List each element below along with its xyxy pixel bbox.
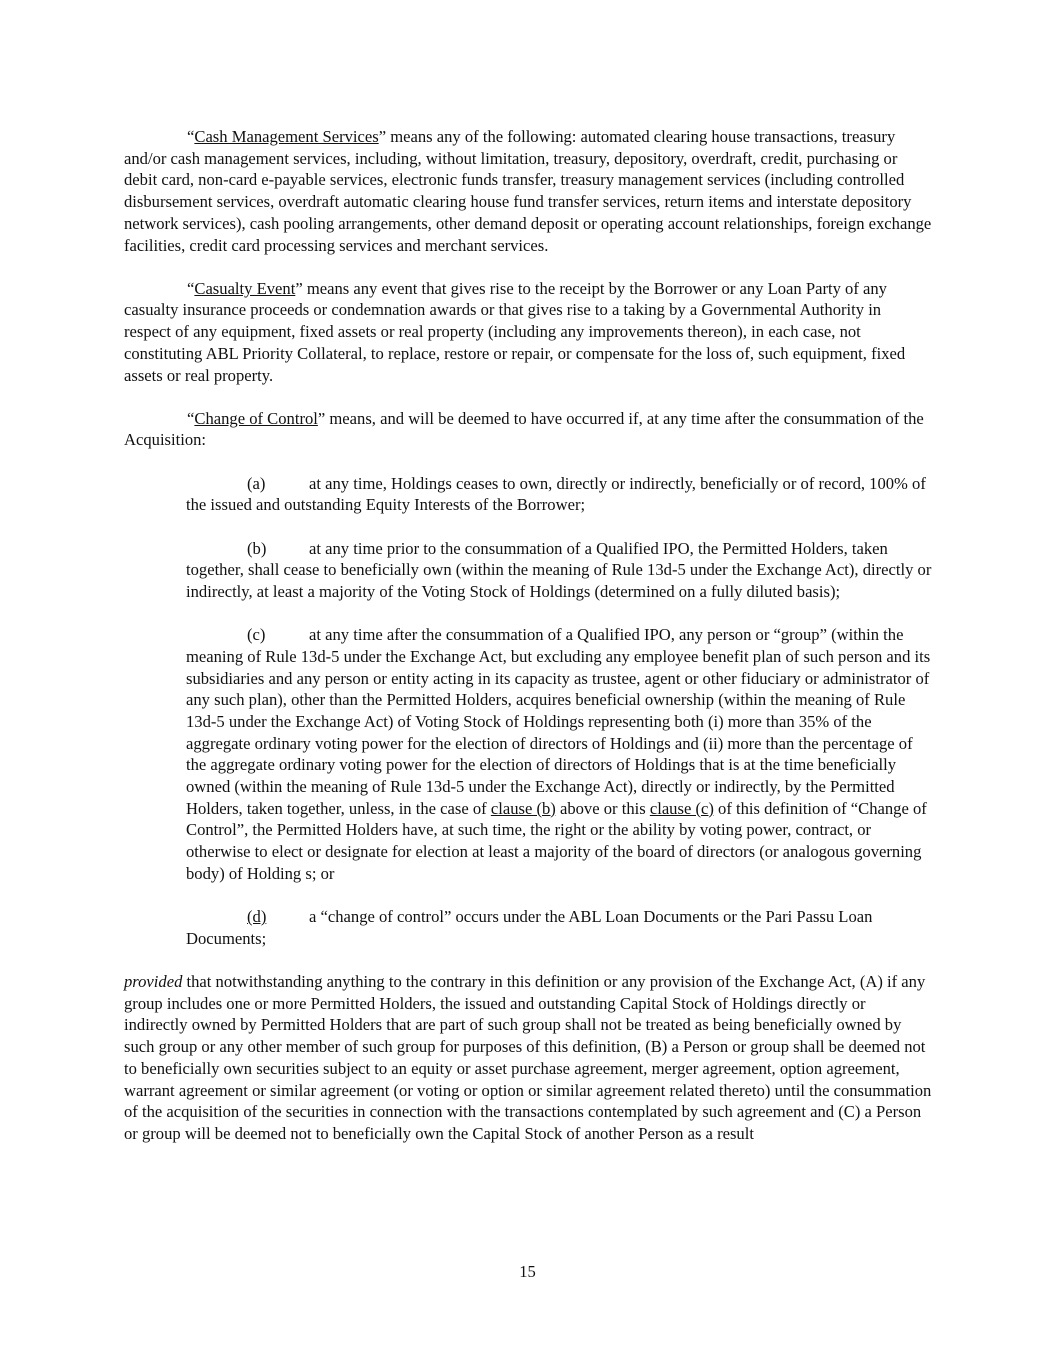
defined-term-change-of-control: Change of Control bbox=[194, 408, 318, 428]
clause-d-label: (d) bbox=[247, 907, 267, 927]
definition-casualty-event: “Casualty Event” means any event that gives rise to the receipt by the Borrower or any Loan Party of any casualty insurance proceeds or condemnation awards or that gives rise to a taking by a Governmental Authority in respect of any equipment, fixed assets or real property (including any improvements thereon), in each case, not constituting ABL Priority Collateral, to replace, restore or repair, or compensate for the loss of, such equipment, fixed assets or real property. bbox=[124, 278, 906, 385]
clause-d bbox=[186, 906, 932, 949]
document-body bbox=[124, 126, 932, 1166]
proviso-paragraph: provided that notwithstanding anything to the contrary in this definition or any provision of the Exchange Act, (A) if any group includes one or more Permitted Holders, the issued and outstanding Capital Stock of Holdings directly or indirectly owned by Permitted Holders that are part of such group shall not be treated as being beneficially owned by such group or any other member of such group for purposes of this definition, (B) a Person or group shall be deemed not to beneficially own securities subject to an equity or asset purchase agreement, merger agreement, option agreement, warrant agreement or similar agreement (or voting or option or similar agreement related thereto) until the consummation of the acquisition of the securities in connection with the transactions contemplated by such agreement and (C) a Person or group will be deemed not to beneficially own the Capital Stock of another Person as a result bbox=[124, 972, 932, 1143]
clause-a bbox=[186, 473, 932, 516]
definition-change-of-control: “Change of Control” means, and will be deemed to have occurred if, at any time after the consummation of the Acquisition: bbox=[124, 408, 924, 450]
clause-b-text: at any time prior to the consummation of a Qualified IPO, the Permitted Holders, taken together, shall cease to beneficially own (within the meaning of Rule 13d-5 under the Exchange Act), directly or indirectly, at least a majority of the Voting Stock of Holdings (determined on a fully diluted basis); bbox=[186, 538, 932, 601]
definition-cash-management-services: “Cash Management Services” means any of the following: automated clearing house transactions, treasury and/or cash management services, including, without limitation, treasury, depository, overdraft, credit, purchasing or debit card, non-card e-payable services, electronic funds transfer, treasury management services (including controlled disbursement services, overdraft automatic clearing house fund transfer services, return items and interstate depository network services), cash pooling arrangements, other demand deposit or operating account relationships, foreign exchange facilities, credit card processing services and merchant services. bbox=[124, 127, 932, 255]
clause-c-label: (c) bbox=[247, 625, 266, 645]
defined-term-casualty-event: Casualty Event bbox=[194, 278, 296, 298]
clause-a-text: at any time, Holdings ceases to own, directly or indirectly, beneficially or of record, 100% of the issued and outstanding Equity Interests of the Borrower; bbox=[186, 473, 926, 515]
cross-reference-clause-b: clause (b) bbox=[490, 798, 556, 818]
clause-b-label: (b) bbox=[247, 538, 267, 558]
clause-a-label: (a) bbox=[247, 473, 266, 493]
clause-c: (c) at any time after the consummation of a Qualified IPO, any person or “group” (within the meaning of Rule 13d-5 under the Exchange Act, but excluding any employee benefit plan of such person and its subsidiaries and any person or entity acting in its capacity as trustee, agent or other fiduciary or administrator of any such plan), other than the Permitted Holders, acquires beneficial ownership (within the meaning of Rule 13d-5 under the Exchange Act) of Voting Stock of Holdings representing both (i) more than 35% of the aggregate ordinary voting power for the election of directors of Holdings and (ii) more than the percentage of the aggregate ordinary voting power for the election of directors of Holdings that is at the time beneficially owned (within the meaning of Rule 13d-5 under the Exchange Act), directly or indirectly, by the Permitted Holders, taken together, unless, in the case of clause (b) above or this clause (c) of this definition of “Change of Control”, the Permitted Holders have, at such time, the right or the ability by voting power, contract, or otherwise to elect or designate for election at least a majority of the board of directors (or analogous governing body) of Holding s; or bbox=[186, 625, 931, 883]
proviso-lead: provided bbox=[124, 972, 183, 991]
defined-term-cash-management-services: Cash Management Services bbox=[194, 127, 379, 146]
clause-b bbox=[186, 538, 932, 603]
page-number: 15 bbox=[519, 1262, 536, 1281]
clause-d-text: a “change of control” occurs under the ABL Loan Documents or the Pari Passu Loan Documents; bbox=[186, 907, 873, 948]
cross-reference-clause-c: clause (c) bbox=[649, 798, 714, 818]
